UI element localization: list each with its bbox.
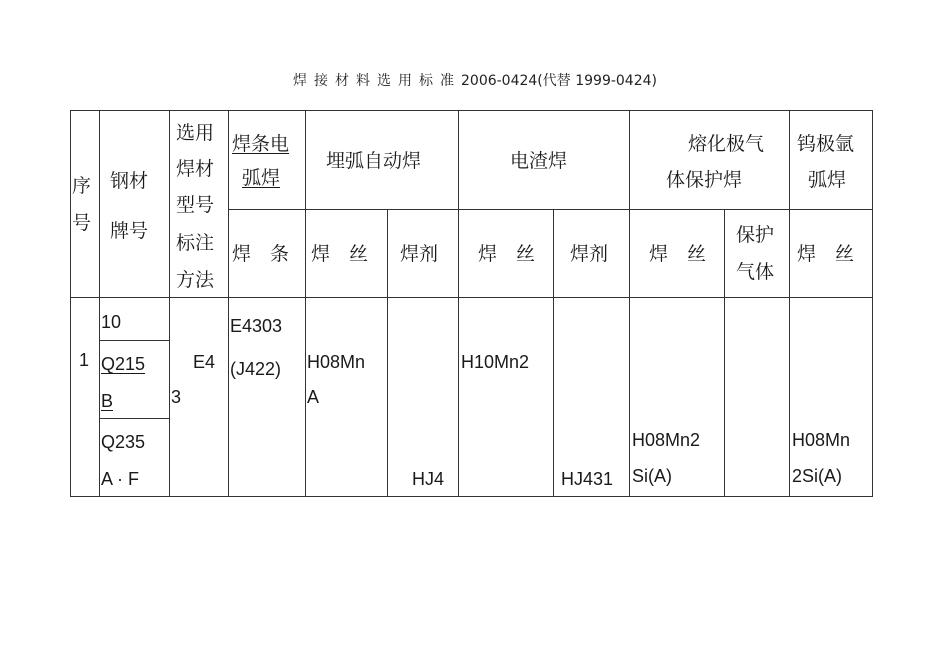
header-submerged-arc: 埋弧自动焊 [326, 150, 422, 172]
header-electrode-arc-1: 焊条电 [232, 133, 290, 155]
header-method-1: 选用 [176, 122, 215, 144]
col-line-2 [169, 110, 170, 497]
steel-af: A · F [101, 469, 140, 489]
col-line-5 [387, 209, 388, 497]
col-line-3 [228, 110, 229, 497]
header-divider [228, 209, 872, 210]
col-line-9 [724, 209, 725, 497]
sub-flux-hj4: HJ4 [412, 469, 445, 489]
sub-wire-h08mn: H08Mn [307, 352, 366, 372]
method-3: 3 [171, 387, 182, 407]
header-seq-1: 序 [72, 175, 92, 197]
gmaw-wire-2: Si(A) [632, 466, 672, 486]
col-line-0 [70, 110, 71, 497]
header-method-2: 焊材 [176, 158, 215, 180]
col-line-7 [553, 209, 554, 497]
header-tig-1: 钨极氩 [797, 133, 855, 155]
subheader-electrode: 焊 条 [232, 243, 290, 265]
subheader-sub-flux: 焊剂 [400, 243, 439, 265]
table-border-bottom [70, 496, 872, 497]
subheader-es-flux: 焊剂 [570, 243, 609, 265]
sub-wire-a: A [307, 387, 320, 407]
header-electroslag: 电渣焊 [510, 150, 568, 172]
col-line-10 [789, 110, 790, 497]
header-gmaw-2: 体保护焊 [666, 169, 743, 191]
subheader-gmaw-wire: 焊 丝 [649, 243, 707, 265]
header-steel-2: 牌号 [110, 220, 149, 242]
subheader-sub-wire: 焊 丝 [311, 243, 369, 265]
col-line-8 [629, 110, 630, 497]
header-tig-2: 弧焊 [808, 169, 847, 191]
method-e4: E4 [193, 352, 216, 372]
tig-wire-2: 2Si(A) [792, 466, 843, 486]
title-code: 2006-0424(代替 1999-0424) [461, 73, 657, 89]
col-line-11 [872, 110, 873, 497]
steel-q215: Q215 [101, 354, 146, 374]
steel-q235: Q235 [101, 432, 146, 452]
header-gmaw-1: 熔化极气 [688, 133, 765, 155]
electrode-e4303: E4303 [230, 316, 283, 336]
header-method-5: 方法 [176, 269, 215, 291]
header-method-3: 型号 [176, 194, 215, 216]
electrode-j422: (J422) [230, 359, 282, 379]
subheader-tig-wire: 焊 丝 [797, 243, 855, 265]
col-line-4 [305, 110, 306, 497]
header-electrode-arc-2: 弧焊 [242, 167, 281, 189]
row-seq: 1 [79, 350, 90, 370]
gmaw-wire-1: H08Mn2 [632, 430, 701, 450]
steel-b: B [101, 391, 114, 411]
header-seq-2: 号 [72, 212, 92, 234]
subheader-gas-2: 气体 [736, 261, 775, 283]
subheader-gas-1: 保护 [736, 224, 775, 246]
col-line-6 [458, 110, 459, 497]
steel-10: 10 [101, 312, 122, 332]
table-border-top [70, 110, 872, 111]
header-steel-1: 钢材 [110, 170, 149, 192]
es-flux-hj431: HJ431 [561, 469, 614, 489]
header-method-4: 标注 [176, 232, 215, 254]
title-text: 焊接材料选用标准 [293, 73, 461, 89]
subheader-es-wire: 焊 丝 [478, 243, 536, 265]
tig-wire-1: H08Mn [792, 430, 851, 450]
col-line-1 [99, 110, 100, 497]
es-wire-h10mn2: H10Mn2 [461, 352, 530, 372]
